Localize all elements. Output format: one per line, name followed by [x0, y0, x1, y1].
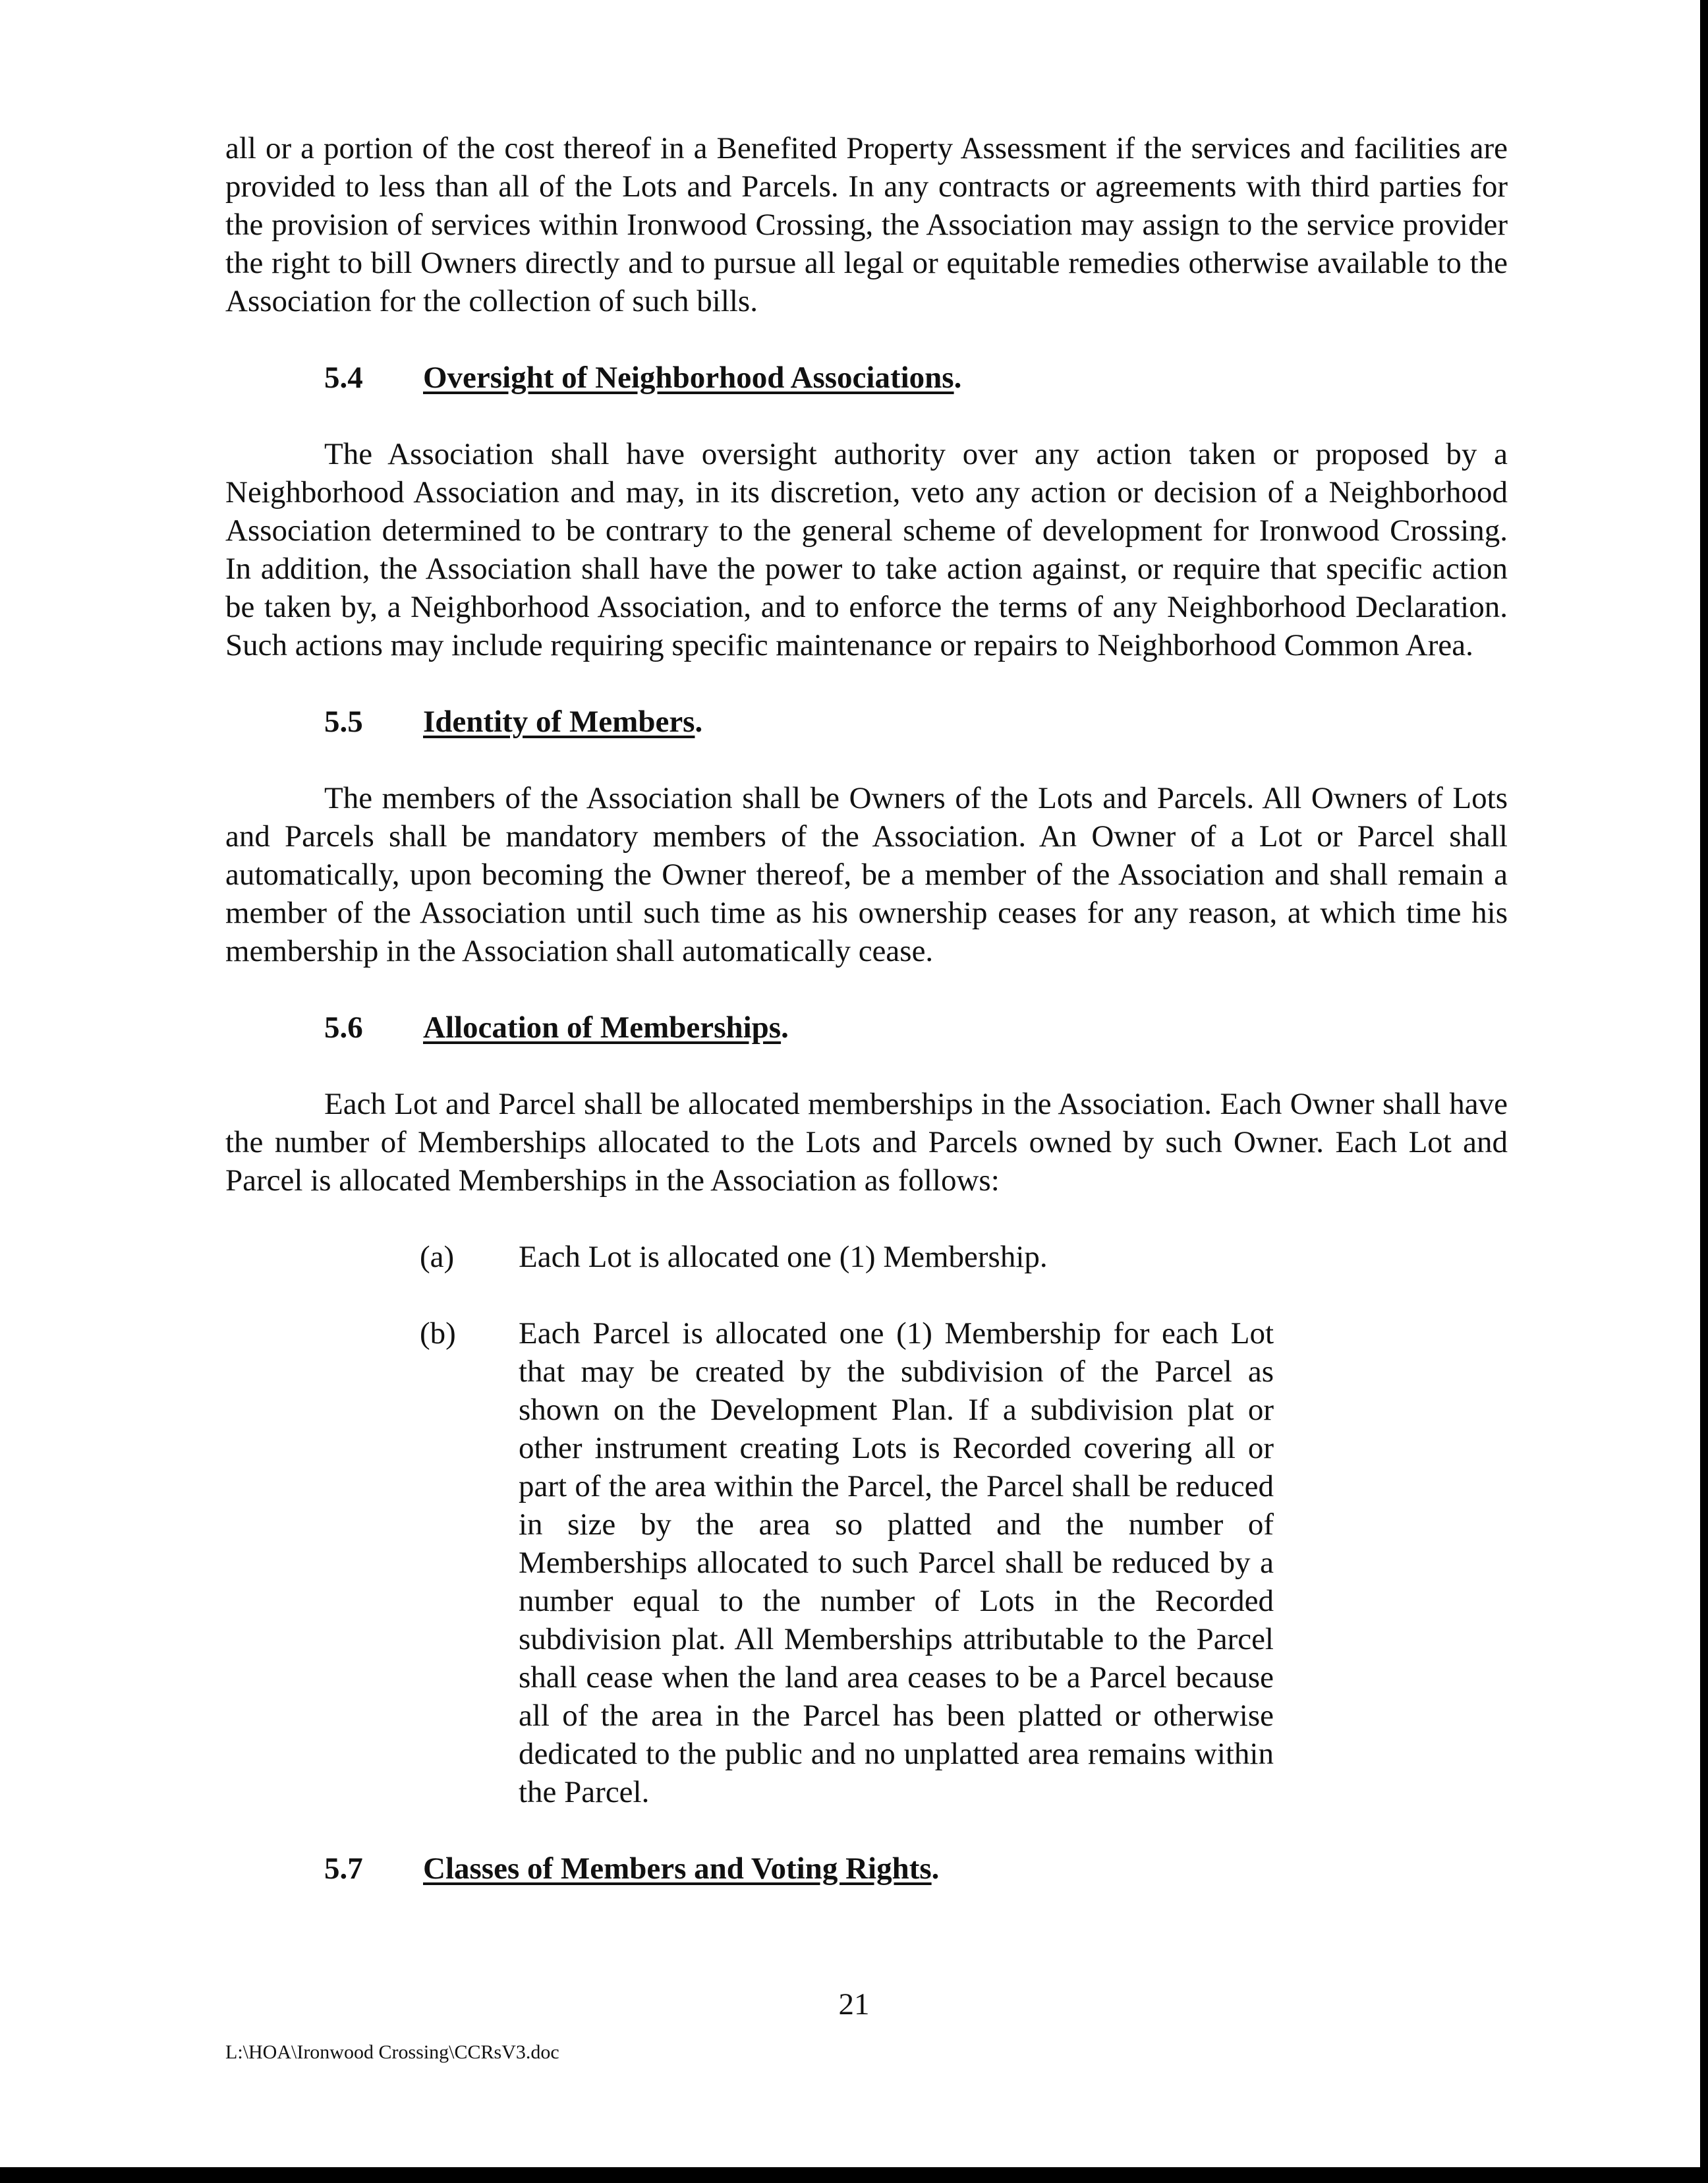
section-heading-5-7	[225, 1849, 1508, 1888]
section-number: 5.4	[324, 361, 363, 395]
heading-period: .	[695, 705, 703, 739]
section-title: Identity of Members	[423, 705, 695, 739]
list-item-b	[225, 1314, 1508, 1811]
section-heading-5-5	[225, 703, 1508, 741]
heading-period: .	[954, 361, 962, 395]
section-title: Allocation of Memberships	[423, 1010, 782, 1045]
page-number: 21	[838, 1987, 870, 2022]
footer-file-path: L:\HOA\Ironwood Crossing\CCRsV3.doc	[225, 2041, 559, 2063]
page-edge-right	[1700, 0, 1708, 2183]
section-body-5-5: The members of the Association shall be Owners of the Lots and Parcels. All Owners of Lots and Parcels shall be mandatory members of the Association. An Owner of a Lot or Parcel shall automatically, upon becoming the Owner thereof, be a member of the Association and shall remain a member of the Association until such time as his ownership ceases for any reason, at which time his membership in the Association shall automatically cease.	[225, 781, 1508, 968]
list-item-label: (a)	[420, 1240, 455, 1274]
list-item-text: Each Lot is allocated one (1) Membership.	[519, 1240, 1048, 1274]
section-heading-5-4	[225, 359, 1508, 397]
section-body-5-4: The Association shall have oversight authority over any action taken or proposed by a Neighborhood Association and may, in its discretion, veto any action or decision of a Neighborhood Association determined to be contrary to the general scheme of development for Ironwood Crossing. In addition, the Association shall have the power to take action against, or require that specific action be taken by, a Neighborhood Association, and to enforce the terms of any Neighborhood Declaration. Such actions may include requiring specific maintenance or repairs to Neighborhood Common Area.	[225, 437, 1508, 662]
heading-period: .	[931, 1851, 940, 1886]
section-number: 5.5	[324, 705, 363, 739]
list-item-text: Each Parcel is allocated one (1) Membership for each Lot that may be created by the subdivision of the Parcel as shown on the Development Plan. If a subdivision plat or other instrument creating Lots is Recorded covering all or part of the area within the Parcel, the Parcel shall be reduced in size by the area so platted and the number of Memberships allocated to such Parcel shall be reduced by a number equal to the number of Lots in the Recorded subdivision plat. All Memberships attributable to the Parcel shall cease when the land area ceases to be a Parcel because all of the area in the Parcel has been platted or otherwise dedicated to the public and no unplatted area remains within the Parcel.	[519, 1316, 1274, 1809]
section-number: 5.6	[324, 1010, 363, 1045]
section-number: 5.7	[324, 1851, 363, 1886]
section-title: Classes of Members and Voting Rights	[423, 1851, 932, 1886]
heading-period: .	[781, 1010, 789, 1045]
section-title: Oversight of Neighborhood Associations	[423, 361, 954, 395]
list-item-label: (b)	[420, 1316, 456, 1351]
section-body-5-6: Each Lot and Parcel shall be allocated memberships in the Association. Each Owner shall have the number of Memberships allocated to the Lots and Parcels owned by such Owner. Each Lot and Parcel is allocated Memberships in the Association as follows:	[225, 1087, 1508, 1198]
section-heading-5-6	[225, 1008, 1508, 1047]
page-edge-bottom	[0, 2167, 1708, 2183]
intro-paragraph: all or a portion of the cost thereof in a Benefited Property Assessment if the services and facilities are provided to less than all of the Lots and Parcels. In any contracts or agreements with third parties for the provision of services within Ironwood Crossing, the Association may assign to the service provider the right to bill Owners directly and to pursue all legal or equitable remedies otherwise available to the Association for the collection of such bills.	[225, 131, 1508, 318]
document-body	[225, 129, 1508, 1888]
list-item-a	[225, 1238, 1508, 1276]
